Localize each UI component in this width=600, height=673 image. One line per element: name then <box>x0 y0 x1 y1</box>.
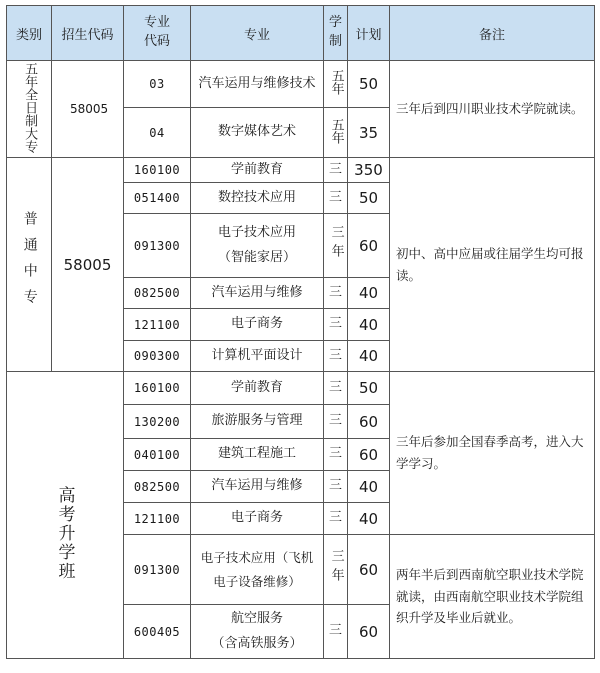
major-code: 600405 <box>124 605 191 659</box>
major-name: 电子技术应用 （智能家居） <box>191 214 324 278</box>
duration-label: 五年 <box>328 117 344 144</box>
header-plan: 计划 <box>348 6 390 61</box>
major-code: 03 <box>124 61 191 108</box>
major-name: 电子商务 <box>191 503 324 535</box>
remark-cell: 两年半后到西南航空职业技术学院就读，由西南航空职业技术学院组织升学及毕业后就业。 <box>390 535 595 659</box>
duration-label: 三年 <box>328 548 344 587</box>
category-cell <box>7 372 124 659</box>
duration-cell <box>324 61 348 108</box>
header-enroll-code: 招生代码 <box>52 6 124 61</box>
plan-number: 40 <box>348 278 390 309</box>
enrollment-plan-table <box>6 5 595 659</box>
plan-number: 40 <box>348 309 390 341</box>
major-name: 数控技术应用 <box>191 183 324 214</box>
table-row <box>7 61 595 108</box>
major-name: 汽车运用与维修 <box>191 471 324 503</box>
major-code: 121100 <box>124 503 191 535</box>
remark-cell: 三年后参加全国春季高考，进入大学学习。 <box>390 372 595 535</box>
major-code: 160100 <box>124 158 191 183</box>
duration-cell: 三 <box>324 503 348 535</box>
major-code: 04 <box>124 108 191 158</box>
plan-number: 350 <box>348 158 390 183</box>
major-code: 090300 <box>124 341 191 372</box>
plan-number: 50 <box>348 61 390 108</box>
plan-number: 50 <box>348 183 390 214</box>
duration-cell <box>324 535 348 605</box>
plan-number: 50 <box>348 372 390 405</box>
table-row <box>7 372 595 405</box>
duration-cell <box>324 214 348 278</box>
major-code: 130200 <box>124 405 191 439</box>
duration-cell: 三 <box>324 158 348 183</box>
header-remarks: 备注 <box>390 6 595 61</box>
enroll-code-cell: 58005 <box>52 61 124 158</box>
header-duration: 学 制 <box>324 6 348 61</box>
duration-cell: 三 <box>324 405 348 439</box>
duration-cell: 三 <box>324 471 348 503</box>
duration-cell: 三 <box>324 372 348 405</box>
table-row <box>7 158 595 183</box>
remark-cell: 三年后到四川职业技术学院就读。 <box>390 61 595 158</box>
category-cell <box>7 61 52 158</box>
major-name: 旅游服务与管理 <box>191 405 324 439</box>
major-code: 040100 <box>124 439 191 471</box>
header-major: 专业 <box>191 6 324 61</box>
remark-cell: 初中、高中应届或往届学生均可报读。 <box>390 158 595 372</box>
major-code: 091300 <box>124 214 191 278</box>
plan-number: 40 <box>348 341 390 372</box>
major-name: 电子技术应用（飞机 电子设备维修） <box>191 535 324 605</box>
major-name: 汽车运用与维修技术 <box>191 61 324 108</box>
major-code: 160100 <box>124 372 191 405</box>
duration-cell: 三 <box>324 439 348 471</box>
duration-cell <box>324 108 348 158</box>
major-name: 计算机平面设计 <box>191 341 324 372</box>
duration-cell: 三 <box>324 183 348 214</box>
category-cell <box>7 158 52 372</box>
major-name: 学前教育 <box>191 158 324 183</box>
plan-number: 60 <box>348 535 390 605</box>
category-label: 高考升学班 <box>54 485 75 581</box>
plan-number: 35 <box>348 108 390 158</box>
duration-cell: 三 <box>324 341 348 372</box>
plan-number: 60 <box>348 439 390 471</box>
duration-cell: 三 <box>324 309 348 341</box>
major-name: 学前教育 <box>191 372 324 405</box>
plan-number: 40 <box>348 471 390 503</box>
header-row <box>7 6 595 61</box>
enroll-code-cell: 58005 <box>52 158 124 372</box>
duration-cell: 三 <box>324 605 348 659</box>
major-code: 051400 <box>124 183 191 214</box>
plan-number: 60 <box>348 214 390 278</box>
duration-cell: 三 <box>324 278 348 309</box>
header-category: 类别 <box>7 6 52 61</box>
category-label: 普通中专 <box>21 210 38 315</box>
plan-number: 60 <box>348 605 390 659</box>
plan-number: 40 <box>348 503 390 535</box>
major-name: 数字媒体艺术 <box>191 108 324 158</box>
major-name: 汽车运用与维修 <box>191 278 324 309</box>
major-name: 航空服务 （含高铁服务） <box>191 605 324 659</box>
duration-label: 五年 <box>328 69 344 95</box>
major-name: 建筑工程施工 <box>191 439 324 471</box>
category-label: 五年全日制大专 <box>22 61 38 153</box>
major-name: 电子商务 <box>191 309 324 341</box>
major-code: 082500 <box>124 278 191 309</box>
plan-number: 60 <box>348 405 390 439</box>
major-code: 121100 <box>124 309 191 341</box>
major-code: 091300 <box>124 535 191 605</box>
major-code: 082500 <box>124 471 191 503</box>
header-major-code: 专业 代码 <box>124 6 191 61</box>
duration-label: 三年 <box>328 224 344 263</box>
